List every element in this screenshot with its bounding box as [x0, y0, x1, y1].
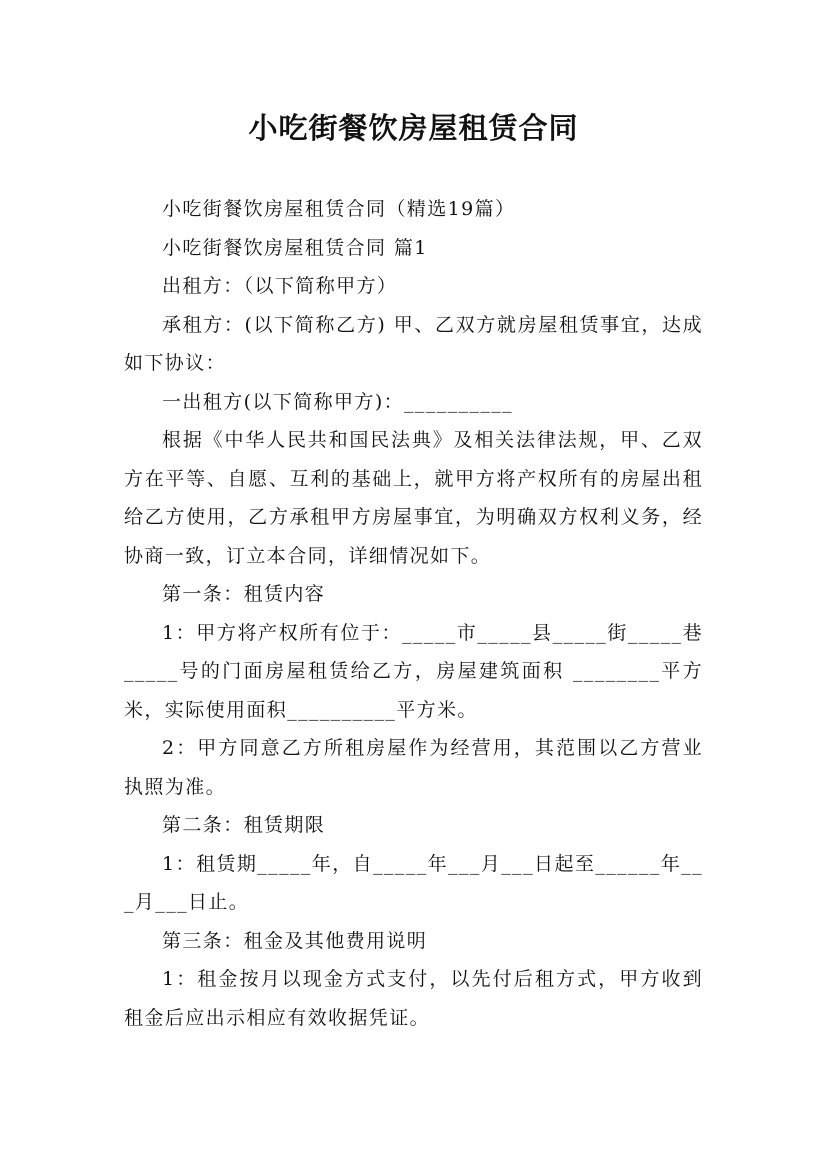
paragraph-section-heading: 小吃街餐饮房屋租赁合同 篇1: [162, 236, 428, 259]
article-1-clause-2: 2：甲方同意乙方所租房屋作为经营用，其范围以乙方营业执照为准。: [124, 737, 703, 798]
article-1-heading: 第一条：租赁内容: [162, 583, 326, 605]
paragraph-lessee: 承租方：(以下简称乙方) 甲、乙双方就房屋租赁事宜，达成如下协议：: [124, 313, 703, 374]
paragraph-preamble: 根据《中华人民共和国民法典》及相关法律法规，甲、乙双方在平等、自愿、互利的基础上，就甲方将产权所有的房屋出租给乙方使用，乙方承租甲方房屋事宜，为明确双方权利义务，经协商一致，订立本合同，详细情况如下。: [124, 429, 703, 567]
paragraph-lessor: 出租方：（以下简称甲方）: [162, 275, 398, 297]
document-body: [124, 190, 703, 1037]
article-3-clause-1: 1：租金按月以现金方式支付，以先付后租方式，甲方收到租金后应出示相应有效收据凭证。: [124, 968, 703, 1029]
paragraph-lessor-blank: 一出租方(以下简称甲方)：__________: [162, 390, 514, 413]
article-1-clause-1: 1：甲方将产权所有位于：_____市_____县_____街_____巷_____号的门面房屋租赁给乙方，房屋建筑面积 ________平方米，实际使用面积__________平方米。: [124, 621, 703, 721]
article-2-clause-1: 1：租赁期_____年，自_____年___月___日起至______年___月___日止。: [124, 852, 703, 913]
paragraph-subtitle: 小吃街餐饮房屋租赁合同（精选19篇）: [162, 198, 516, 220]
article-3-heading: 第三条：租金及其他费用说明: [162, 929, 428, 952]
document-title: 小吃街餐饮房屋租赁合同: [248, 111, 579, 145]
article-2-heading: 第二条：租赁期限: [162, 814, 326, 836]
